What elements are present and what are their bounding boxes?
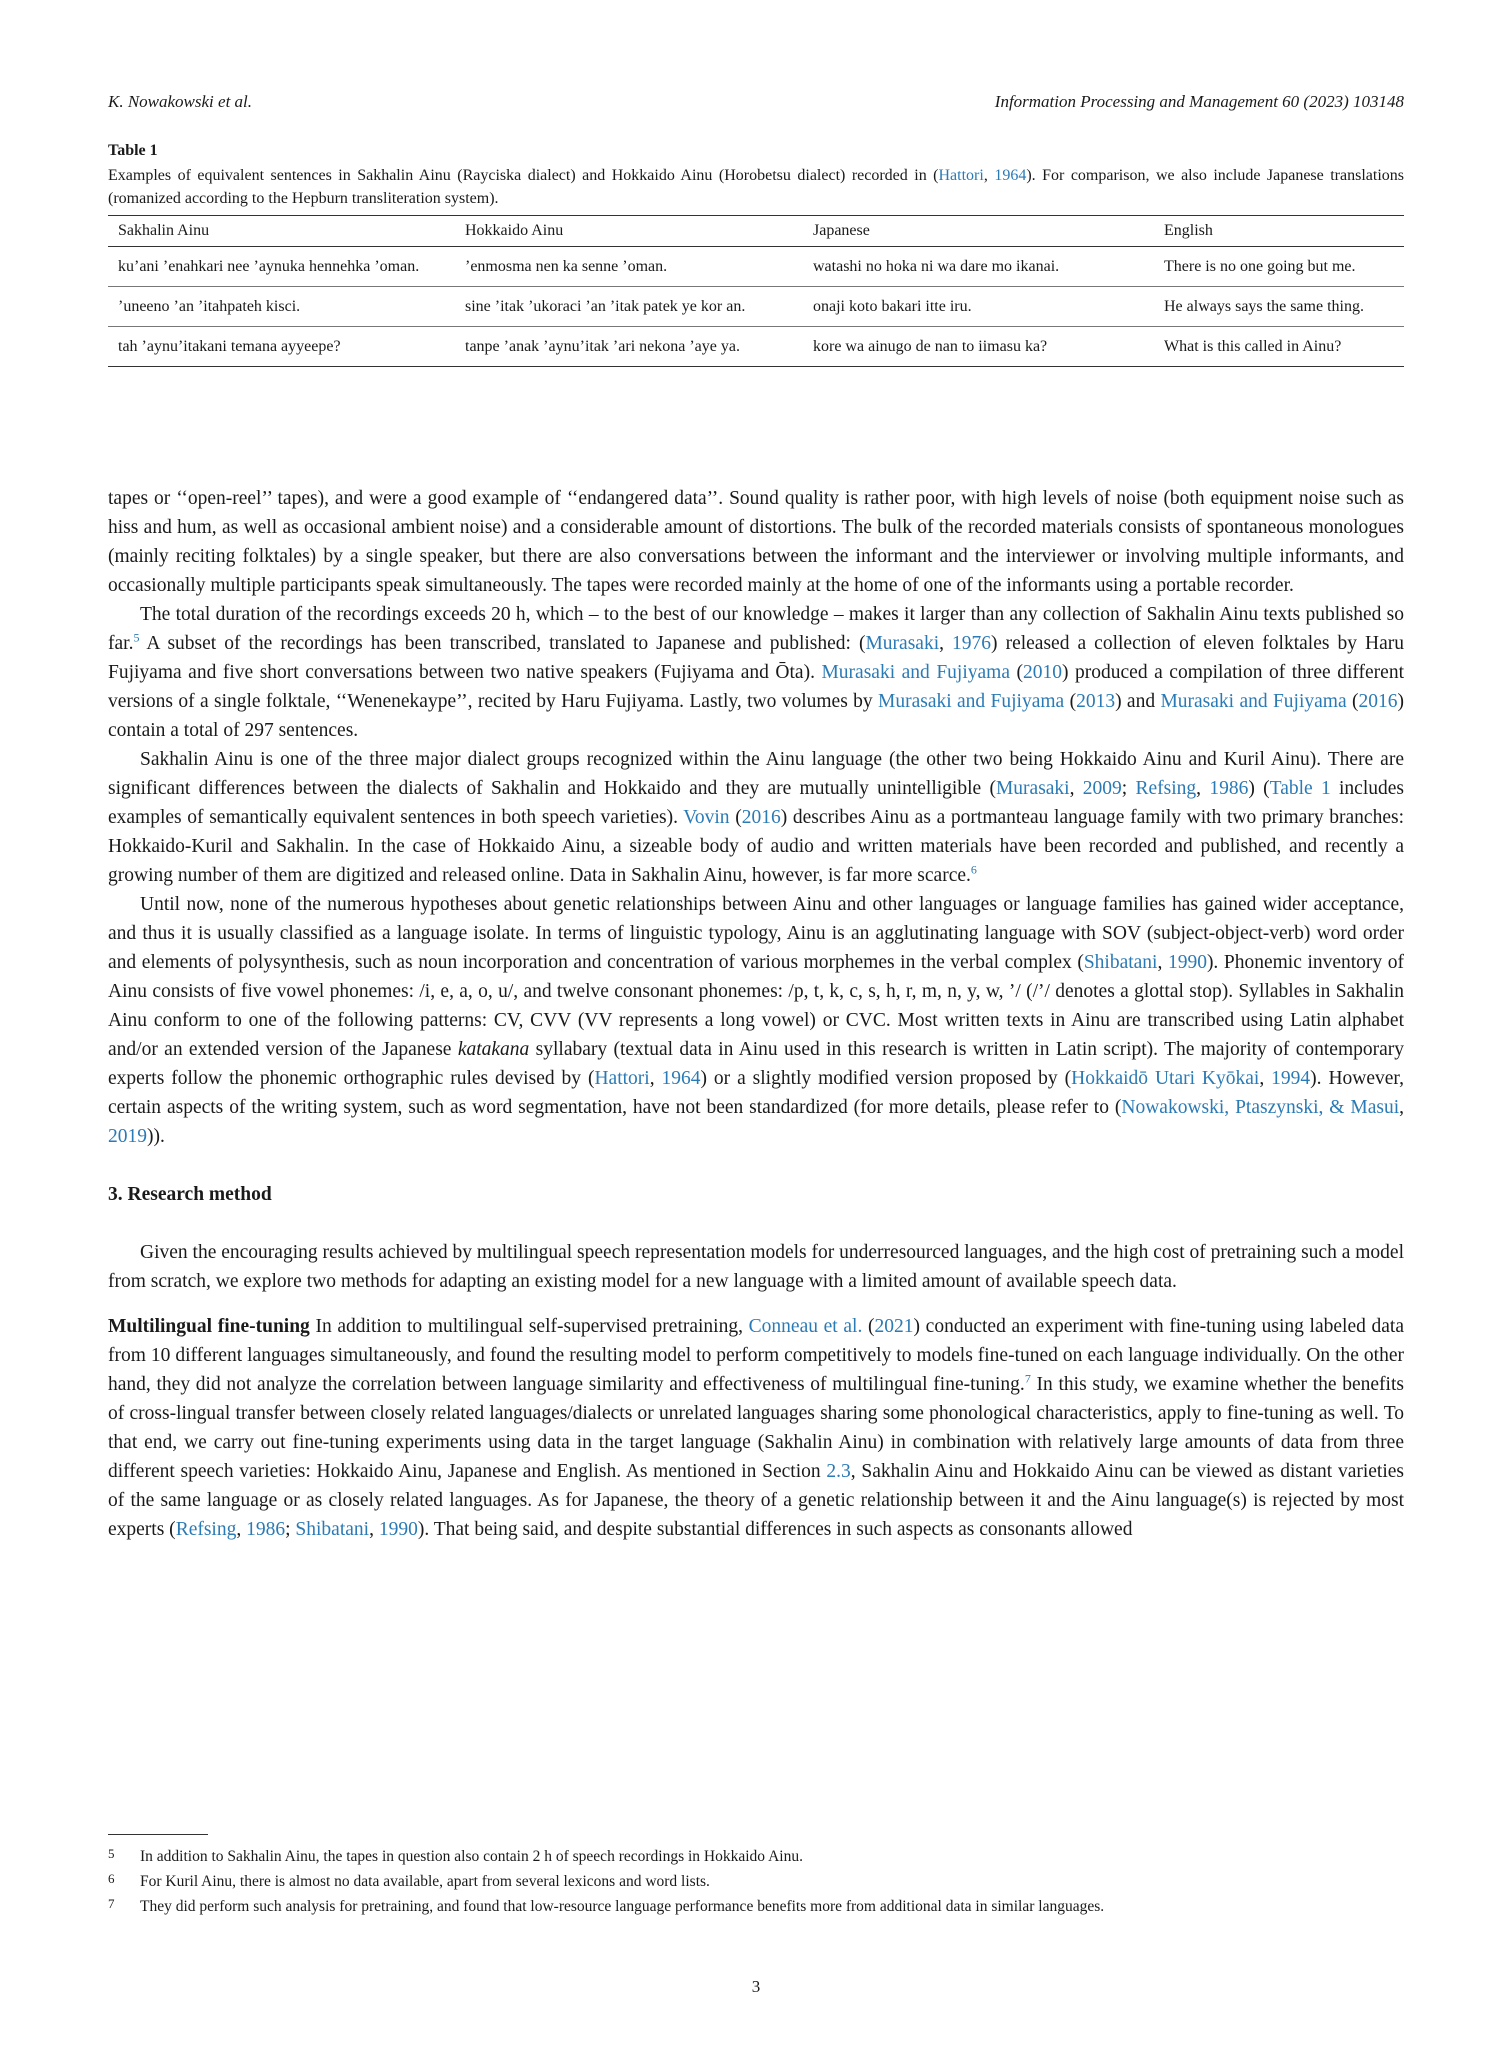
table-cell: What is this called in Ainu? bbox=[1154, 327, 1404, 367]
table-cell: ku’ani ’enahkari nee ’aynuka hennehka ’oman. bbox=[108, 247, 455, 287]
katakana-term: katakana bbox=[457, 1039, 530, 1060]
paragraph-6: Multilingual fine-tuning In addition to multilingual self-supervised pretraining, Conneau et al. (2021) conducted an experiment with fine-tuning using labeled data from 10 different languages simultaneously, and found the resulting model to perform competitively to models fine-tuned on each language individually. On the other hand, they did not analyze the correlation between language similarity and effectiveness of multilingual fine-tuning.$^7$ In this study, we examine whether the benefits of cross-lingual transfer between closely related languages/dialects or unrelated languages sharing some phonological characteristics, apply to fine-tuning as well. To that end, we carry out fine-tuning experiments using data in the target language (Sakhalin Ainu) in combination with relatively large amounts of data from three different speech varieties: Hokkaido Ainu, Japanese and English. As mentioned in Section 2.3, Sakhalin Ainu and Hokkaido Ainu can be viewed as distant varieties of the same language or as closely related languages. As for Japanese, the theory of a genetic relationship between it and the Ainu language(s) is rejected by most experts (Refsing, 1986; Shibatani, 1990). That being said, and despite substantial differences in such aspects as consonants allowed bbox=[108, 1316, 1405, 1540]
citation-link[interactable]: Refsing bbox=[1135, 778, 1197, 799]
citation-year-link[interactable]: 1994 bbox=[1271, 1068, 1311, 1089]
table-row bbox=[108, 247, 1404, 287]
citation-link[interactable]: Murasaki and Fujiyama bbox=[878, 691, 1065, 712]
citation-year-link[interactable]: 2016 bbox=[1358, 691, 1398, 712]
paragraph-1: tapes or ‘‘open-reel’’ tapes), and were a good example of ‘‘endangered data’’. Sound quality is rather poor, with high levels of noise (both equipment noise such as hiss and hum, as well as occasional ambient noise) and a considerable amount of distortions. The bulk of the recorded materials consists of spontaneous monologues (mainly reciting folktales) by a single speaker, but there are also conversations between the informant and the interviewer or involving multiple informants, and occasionally multiple participants speak simultaneously. The tapes were recorded mainly at the home of one of the informants using a portable recorder. bbox=[108, 488, 1404, 596]
body-text bbox=[108, 484, 1404, 1544]
section-heading: 3. Research method bbox=[108, 1184, 272, 1205]
citation-link[interactable]: Hokkaidō Utari Kyōkai bbox=[1071, 1068, 1260, 1089]
footnote-ref-5[interactable]: 5 bbox=[133, 630, 140, 645]
column-header: Sakhalin Ainu bbox=[108, 216, 455, 247]
page-number: 3 bbox=[751, 1977, 761, 1996]
table-row bbox=[108, 327, 1404, 367]
citation-year-link[interactable]: 1990 bbox=[1167, 952, 1207, 973]
citation-link[interactable]: Conneau et al. bbox=[748, 1316, 863, 1337]
footnote-divider bbox=[108, 1834, 208, 1835]
citation-year-link[interactable]: 1964 bbox=[661, 1068, 701, 1089]
citation-link[interactable]: Shibatani bbox=[295, 1519, 370, 1540]
citation-year-link[interactable]: 1976 bbox=[952, 633, 992, 654]
header-authors: K. Nowakowski et al. bbox=[108, 92, 253, 111]
citation-link[interactable]: Refsing bbox=[175, 1519, 237, 1540]
paragraph-4: Until now, none of the numerous hypotheses about genetic relationships between Ainu and other languages or language families has gained wider acceptance, and thus it is usually classified as a language isolate. In terms of linguistic typology, Ainu is an agglutinating language with SOV (subject-object-verb) word order and elements of polysynthesis, such as noun incorporation and concentration of various morphemes in the verbal complex (Shibatani, 1990). Phonemic inventory of Ainu consists of five vowel phonemes: /i, e, a, o, u/, and twelve consonant phonemes: /p, t, k, c, s, h, r, m, n, y, w, ’/ (/’/ denotes a glottal stop). Syllables in Sakhalin Ainu conform to one of the following patterns: CV, CVV (VV represents a long vowel) or CVC. Most written texts in Ainu are transcribed using Latin alphabet and/or an extended version of the Japanese katakana syllabary (textual data in Ainu used in this research is written in Latin script). The majority of contemporary experts follow the phonemic orthographic rules devised by (Hattori, 1964) or a slightly modified version proposed by (Hokkaidō Utari Kyōkai, 1994). However, certain aspects of the writing system, such as word segmentation, have not been standardized (for more details, please refer to (Nowakowski, Ptaszynski, & Masui, 2019)). bbox=[108, 894, 1405, 1147]
citation-link[interactable]: Hattori bbox=[938, 167, 984, 184]
paragraph-3: Sakhalin Ainu is one of the three major dialect groups recognized within the Ainu language (the other two being Hokkaido Ainu and Kuril Ainu). There are significant differences between the dialects of Sakhalin and Hokkaido and they are mutually unintelligible (Murasaki, 2009; Refsing, 1986) (Table 1 includes examples of semantically equivalent sentences in both speech varieties). Vovin (2016) describes Ainu as a portmanteau language family with two primary branches: Hokkaido-Kuril and Sakhalin. In the case of Hokkaido Ainu, a sizeable body of audio and written materials have been recorded and published, and recently a growing number of them are digitized and released online. Data in Sakhalin Ainu, however, is far more scarce.$^6$ bbox=[108, 749, 1404, 886]
paragraph-5: Given the encouraging results achieved by multilingual speech representation models for underresourced languages, and the high cost of pretraining such a model from scratch, we explore two methods for adapting an existing model for a new language with a limited amount of available speech data. bbox=[108, 1242, 1404, 1292]
running-header bbox=[108, 92, 1404, 112]
citation-link[interactable]: Murasaki bbox=[865, 633, 940, 654]
citation-year-link[interactable]: 2009 bbox=[1082, 778, 1122, 799]
table-cell: There is no one going but me. bbox=[1154, 247, 1404, 287]
citation-year-link[interactable]: 1990 bbox=[378, 1519, 418, 1540]
footnote-ref-6[interactable]: 6 bbox=[970, 862, 977, 877]
citation-year-link[interactable]: 1986 bbox=[246, 1519, 286, 1540]
section-ref-link[interactable]: 2.3 bbox=[826, 1461, 851, 1482]
citation-year-link[interactable]: 2016 bbox=[741, 807, 781, 828]
citation-link[interactable]: Murasaki and Fujiyama bbox=[821, 662, 1010, 683]
footnote-ref-7[interactable]: 7 bbox=[1024, 1371, 1031, 1386]
table-cell: watashi no hoka ni wa dare mo ikanai. bbox=[803, 247, 1154, 287]
table-cell: ’enmosma nen ka senne ’oman. bbox=[455, 247, 803, 287]
table-1 bbox=[108, 142, 1404, 367]
citation-link[interactable]: Hattori bbox=[594, 1068, 650, 1089]
table-cell: kore wa ainugo de nan to iimasu ka? bbox=[803, 327, 1154, 367]
citation-link[interactable]: Shibatani bbox=[1083, 952, 1158, 973]
examples-table bbox=[108, 215, 1404, 367]
table-label: Table 1 bbox=[108, 142, 158, 159]
table-cell: He always says the same thing. bbox=[1154, 287, 1404, 327]
citation-year-link[interactable]: 2010 bbox=[1023, 662, 1063, 683]
citation-link[interactable]: Murasaki bbox=[995, 778, 1070, 799]
table-ref-link[interactable]: Table 1 bbox=[1269, 778, 1331, 799]
citation-link[interactable]: Vovin bbox=[683, 807, 730, 828]
citation-year-link[interactable]: 2021 bbox=[874, 1316, 914, 1337]
column-header: Japanese bbox=[803, 216, 1154, 247]
table-cell: tah ’aynu’itakani temana ayyeepe? bbox=[108, 327, 455, 367]
footnote: 7 They did perform such analysis for pretraining, and found that low-resource language performance benefits more from additional data in similar languages. bbox=[108, 1896, 1105, 1915]
table-cell: tanpe ’anak ’aynu’itak ’ari nekona ’aye ya. bbox=[455, 327, 803, 367]
header-journal: Information Processing and Management 60 (2023) 103148 bbox=[994, 92, 1404, 111]
citation-link[interactable]: Nowakowski, Ptaszynski, & Masui bbox=[1121, 1097, 1400, 1118]
citation-link[interactable]: Murasaki and Fujiyama bbox=[1160, 691, 1347, 712]
citation-year-link[interactable]: 1986 bbox=[1209, 778, 1249, 799]
table-cell: onaji koto bakari itte iru. bbox=[803, 287, 1154, 327]
column-header: Hokkaido Ainu bbox=[455, 216, 803, 247]
table-cell: sine ’itak ’ukoraci ’an ’itak patek ye kor an. bbox=[455, 287, 803, 327]
citation-year-link[interactable]: 2019 bbox=[108, 1126, 147, 1147]
footnote: 6 For Kuril Ainu, there is almost no data available, apart from several lexicons and word lists. bbox=[108, 1871, 710, 1890]
footnotes bbox=[108, 1844, 1404, 1919]
table-cell: ’uneeno ’an ’itahpateh kisci. bbox=[108, 287, 455, 327]
column-header: English bbox=[1154, 216, 1404, 247]
table-row bbox=[108, 287, 1404, 327]
table-header-row bbox=[108, 216, 1404, 247]
citation-year-link[interactable]: 2013 bbox=[1076, 691, 1116, 712]
table-caption: Examples of equivalent sentences in Sakhalin Ainu (Rayciska dialect) and Hokkaido Ainu (Horobetsu dialect) recorded in (Hattori, 1964). For comparison, we also include Japanese translations (romanized according to the Hepburn transliteration system). bbox=[108, 167, 1404, 207]
footnote: 5 In addition to Sakhalin Ainu, the tapes in question also contain 2 h of speech recordings in Hokkaido Ainu. bbox=[108, 1846, 803, 1865]
paragraph-2: The total duration of the recordings exceeds 20 h, which – to the best of our knowledge – makes it larger than any collection of Sakhalin Ainu texts published so far.$^5$ A subset of the recordings has been transcribed, translated to Japanese and published: (Murasaki, 1976) released a collection of eleven folktales by Haru Fujiyama and five short conversations between two native speakers (Fujiyama and Ōta). Murasaki and Fujiyama (2010) produced a compilation of three different versions of a single folktale, ‘‘Wenenekaype’’, recited by Haru Fujiyama. Lastly, two volumes by Murasaki and Fujiyama (2013) and Murasaki and Fujiyama (2016) contain a total of 297 sentences. bbox=[108, 604, 1404, 741]
run-in-heading: Multilingual fine-tuning bbox=[108, 1316, 310, 1337]
citation-year-link[interactable]: 1964 bbox=[994, 167, 1027, 184]
